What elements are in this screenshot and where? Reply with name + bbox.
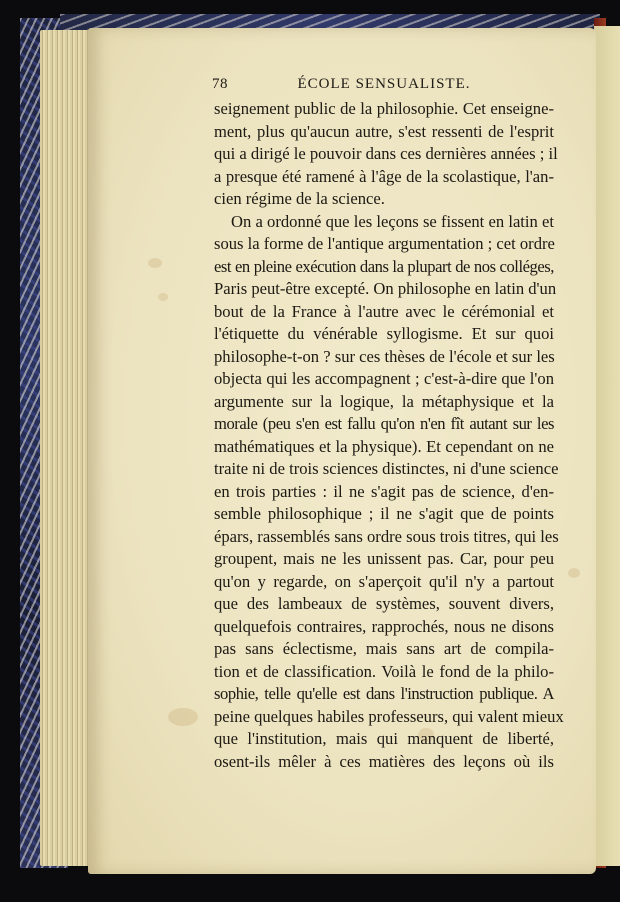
facing-page-edge [594,26,620,866]
text-line: qui a dirigé le pouvoir dans ces dernières années ; il [214,144,558,163]
text-line: bout de la France à l'autre avec le cérémonial et [214,301,554,321]
text-line: On a ordonné que les leçons se fissent en latin et [231,211,554,231]
text-line: osent-ils mêler à ces matières des leçons où ils [214,751,554,771]
text-line: qu'on y regarde, on s'aperçoit qu'il n'y a partout [214,571,554,591]
text-line: objecta qui les accompagnent ; c'est-à-dire que l'on [214,369,554,388]
text-line: sous la forme de l'antique argumentation ; cet ordre [214,234,555,253]
text-line: peine quelques habiles professeurs, qui valent mieux [214,706,564,726]
text-line: sophie, telle qu'elle est dans l'instruction publique. A [214,684,554,703]
text-line: morale (peu s'en est fallu qu'on n'en fît autant sur les [214,414,554,433]
text-line: semble philosophique ; il ne s'agit que de points [214,504,554,523]
text-line: a presque été ramené à l'âge de la scolastique, l'an- [214,166,554,186]
foxing-spot [158,293,168,301]
page-header [212,76,556,100]
text-line: que l'institution, mais qui manquent de liberté, [214,729,554,748]
text-line: épars, rassemblés sans ordre sous trois titres, qui les [214,526,559,546]
body-text [214,98,564,773]
running-head: ÉCOLE SENSUALISTE. [297,76,471,92]
text-line: pas sans éclectisme, mais sans art de compila- [214,639,554,658]
text-line: est en pleine exécution dans la plupart de nos colléges, [214,256,554,276]
foxing-spot [168,708,198,726]
foxing-spot [568,568,580,578]
text-line: seignement public de la philosophie. Cet enseigne- [214,99,554,118]
text-line: argumente sur la logique, la métaphysique et la [214,391,554,411]
text-line: ment, plus qu'aucun autre, s'est ressenti de l'esprit [214,121,554,141]
text-line: groupent, mais ne les unissent pas. Car, pour peu [214,549,554,568]
foxing-spot [148,258,162,268]
text-line: en trois parties : il ne s'agit pas de science, d'en- [214,481,554,501]
text-line: que des lambeaux de systèmes, souvent divers, [214,594,554,613]
text-line: philosophe-t-on ? sur ces thèses de l'école et sur les [214,346,555,366]
text-line: quelquefois contraires, rapprochés, nous ne disons [214,616,554,636]
page-number: 78 [212,76,228,92]
text-line: mathématiques et la physique). Et cependant on ne [214,436,554,456]
text-line: cien régime de la science. [214,189,385,208]
text-line: tion et de classification. Voilà le fond de la philo- [214,661,554,681]
text-line: Paris peut-être excepté. On philosophe en latin d'un [214,279,557,298]
text-line: l'étiquette du vénérable syllogisme. Et sur quoi [214,324,554,343]
text-line: traite ni de trois sciences distinctes, ni d'une science [214,459,559,478]
